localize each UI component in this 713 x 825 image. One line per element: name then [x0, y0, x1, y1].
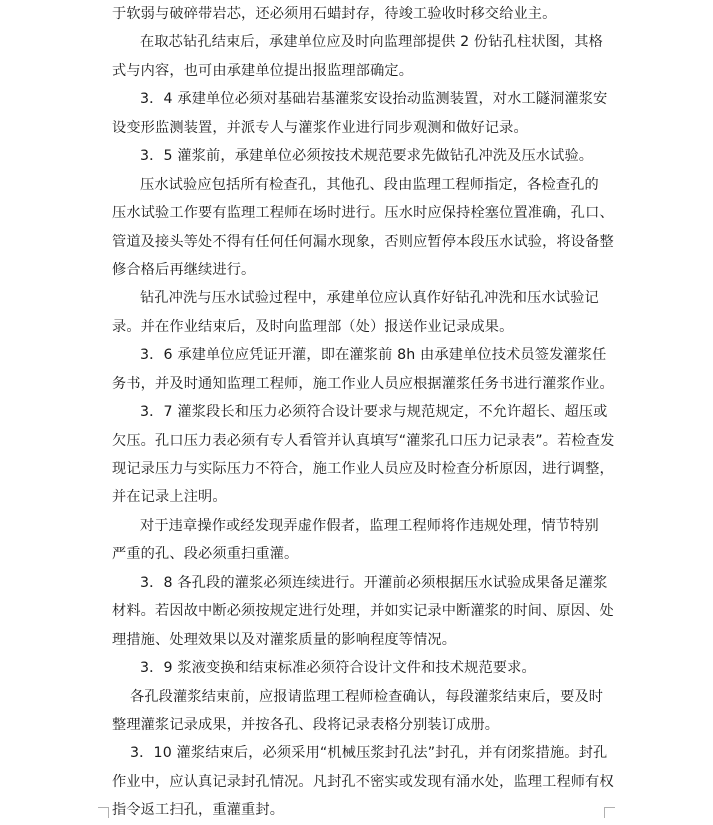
text-line: 严重的孔、段必须重扫重灌。: [112, 546, 299, 563]
text-line: 管道及接头等处不得有任何任何漏水现象，否则应暂停本段压水试验，将设备整: [112, 233, 614, 250]
section-3-6-line: 3．6 承建单位应凭证开灌，即在灌浆前 8h 由承建单位技术员签发灌浆任: [140, 347, 607, 364]
section-3-4-line: 3．4 承建单位必须对基础岩基灌浆安设抬动监测装置，对水工隧洞灌浆安: [140, 91, 608, 108]
section-3-9-line: 3．9 浆液变换和结束标准必须符合设计文件和技术规范要求。: [140, 660, 536, 677]
text-line: 整理灌浆记录成果，并按各孔、段将记录表格分别装订成册。: [112, 716, 500, 733]
text-line: 对于违章操作或经发现弄虚作假者，监理工程师将作违规处理，情节特别: [140, 517, 599, 534]
text-line: 录。并在作业结束后，及时向监理部（处）报送作业记录成果。: [112, 318, 514, 335]
text-line: 指令返工扫孔，重灌重封。: [112, 802, 285, 819]
text-line: 各孔段灌浆结束前，应报请监理工程师检查确认，每段灌浆结束后，要及时: [130, 688, 604, 705]
section-3-8-line: 3．8 各孔段的灌浆必须连续进行。开灌前必须根据压水试验成果备足灌浆: [140, 574, 608, 591]
text-line: 理措施、处理效果以及对灌浆质量的影响程度等情况。: [112, 631, 457, 648]
text-line: 式与内容，也可由承建单位提出报监理部确定。: [112, 62, 414, 79]
section-3-10-line: 3．10 灌浆结束后，必须采用“机械压浆封孔法”封孔，并有闭浆措施。封孔: [130, 745, 608, 762]
text-line: 压水试验工作要有监理工程师在场时进行。压水时应保持栓塞位置准确，孔口、: [112, 205, 614, 222]
text-line: 修合格后再继续进行。: [112, 261, 256, 278]
text-line: 设变形监测装置，并派专人与灌浆作业进行同步观测和做好记录。: [112, 119, 528, 136]
text-line: 现记录压力与实际压力不符合，施工作业人员应及时检查分析原因，进行调整，: [112, 461, 614, 477]
text-line: 欠压。孔口压力表必须有专人看管并认真填写“灌浆孔口压力记录表”。若检查发: [112, 432, 615, 449]
text-line: 并在记录上注明。: [112, 489, 227, 506]
page-corner-mark-right: [604, 807, 615, 818]
section-3-7-line: 3．7 灌浆段长和压力必须符合设计要求与规范规定，不允许超长、超压或: [140, 404, 608, 421]
section-3-5-line: 3．5 灌浆前，承建单位必须按技术规范要求先做钻孔冲洗及压水试验。: [140, 148, 594, 165]
text-line: 在取芯钻孔结束后，承建单位应及时向监理部提供 2 份钻孔柱状图，其格: [140, 34, 603, 51]
text-line: 材料。若因故中断必须按规定进行处理，并如实记录中断灌浆的时间、原因、处: [112, 603, 614, 620]
text-line: 作业中，应认真记录封孔情况。凡封孔不密实或发现有涌水处，监理工程师有权: [112, 773, 614, 790]
document-body: [112, 0, 615, 825]
page-corner-mark-left: [98, 807, 109, 818]
text-line: 钻孔冲洗与压水试验过程中，承建单位应认真作好钻孔冲洗和压水试验记: [140, 290, 599, 307]
text-line: 于软弱与破碎带岩芯，还必须用石蜡封存，待竣工验收时移交给业主。: [112, 6, 557, 22]
text-line: 务书，并及时通知监理工程师，施工作业人员应根据灌浆任务书进行灌浆作业。: [112, 375, 614, 392]
text-line: 压水试验应包括所有检查孔，其他孔、段由监理工程师指定，各检查孔的: [140, 176, 599, 193]
